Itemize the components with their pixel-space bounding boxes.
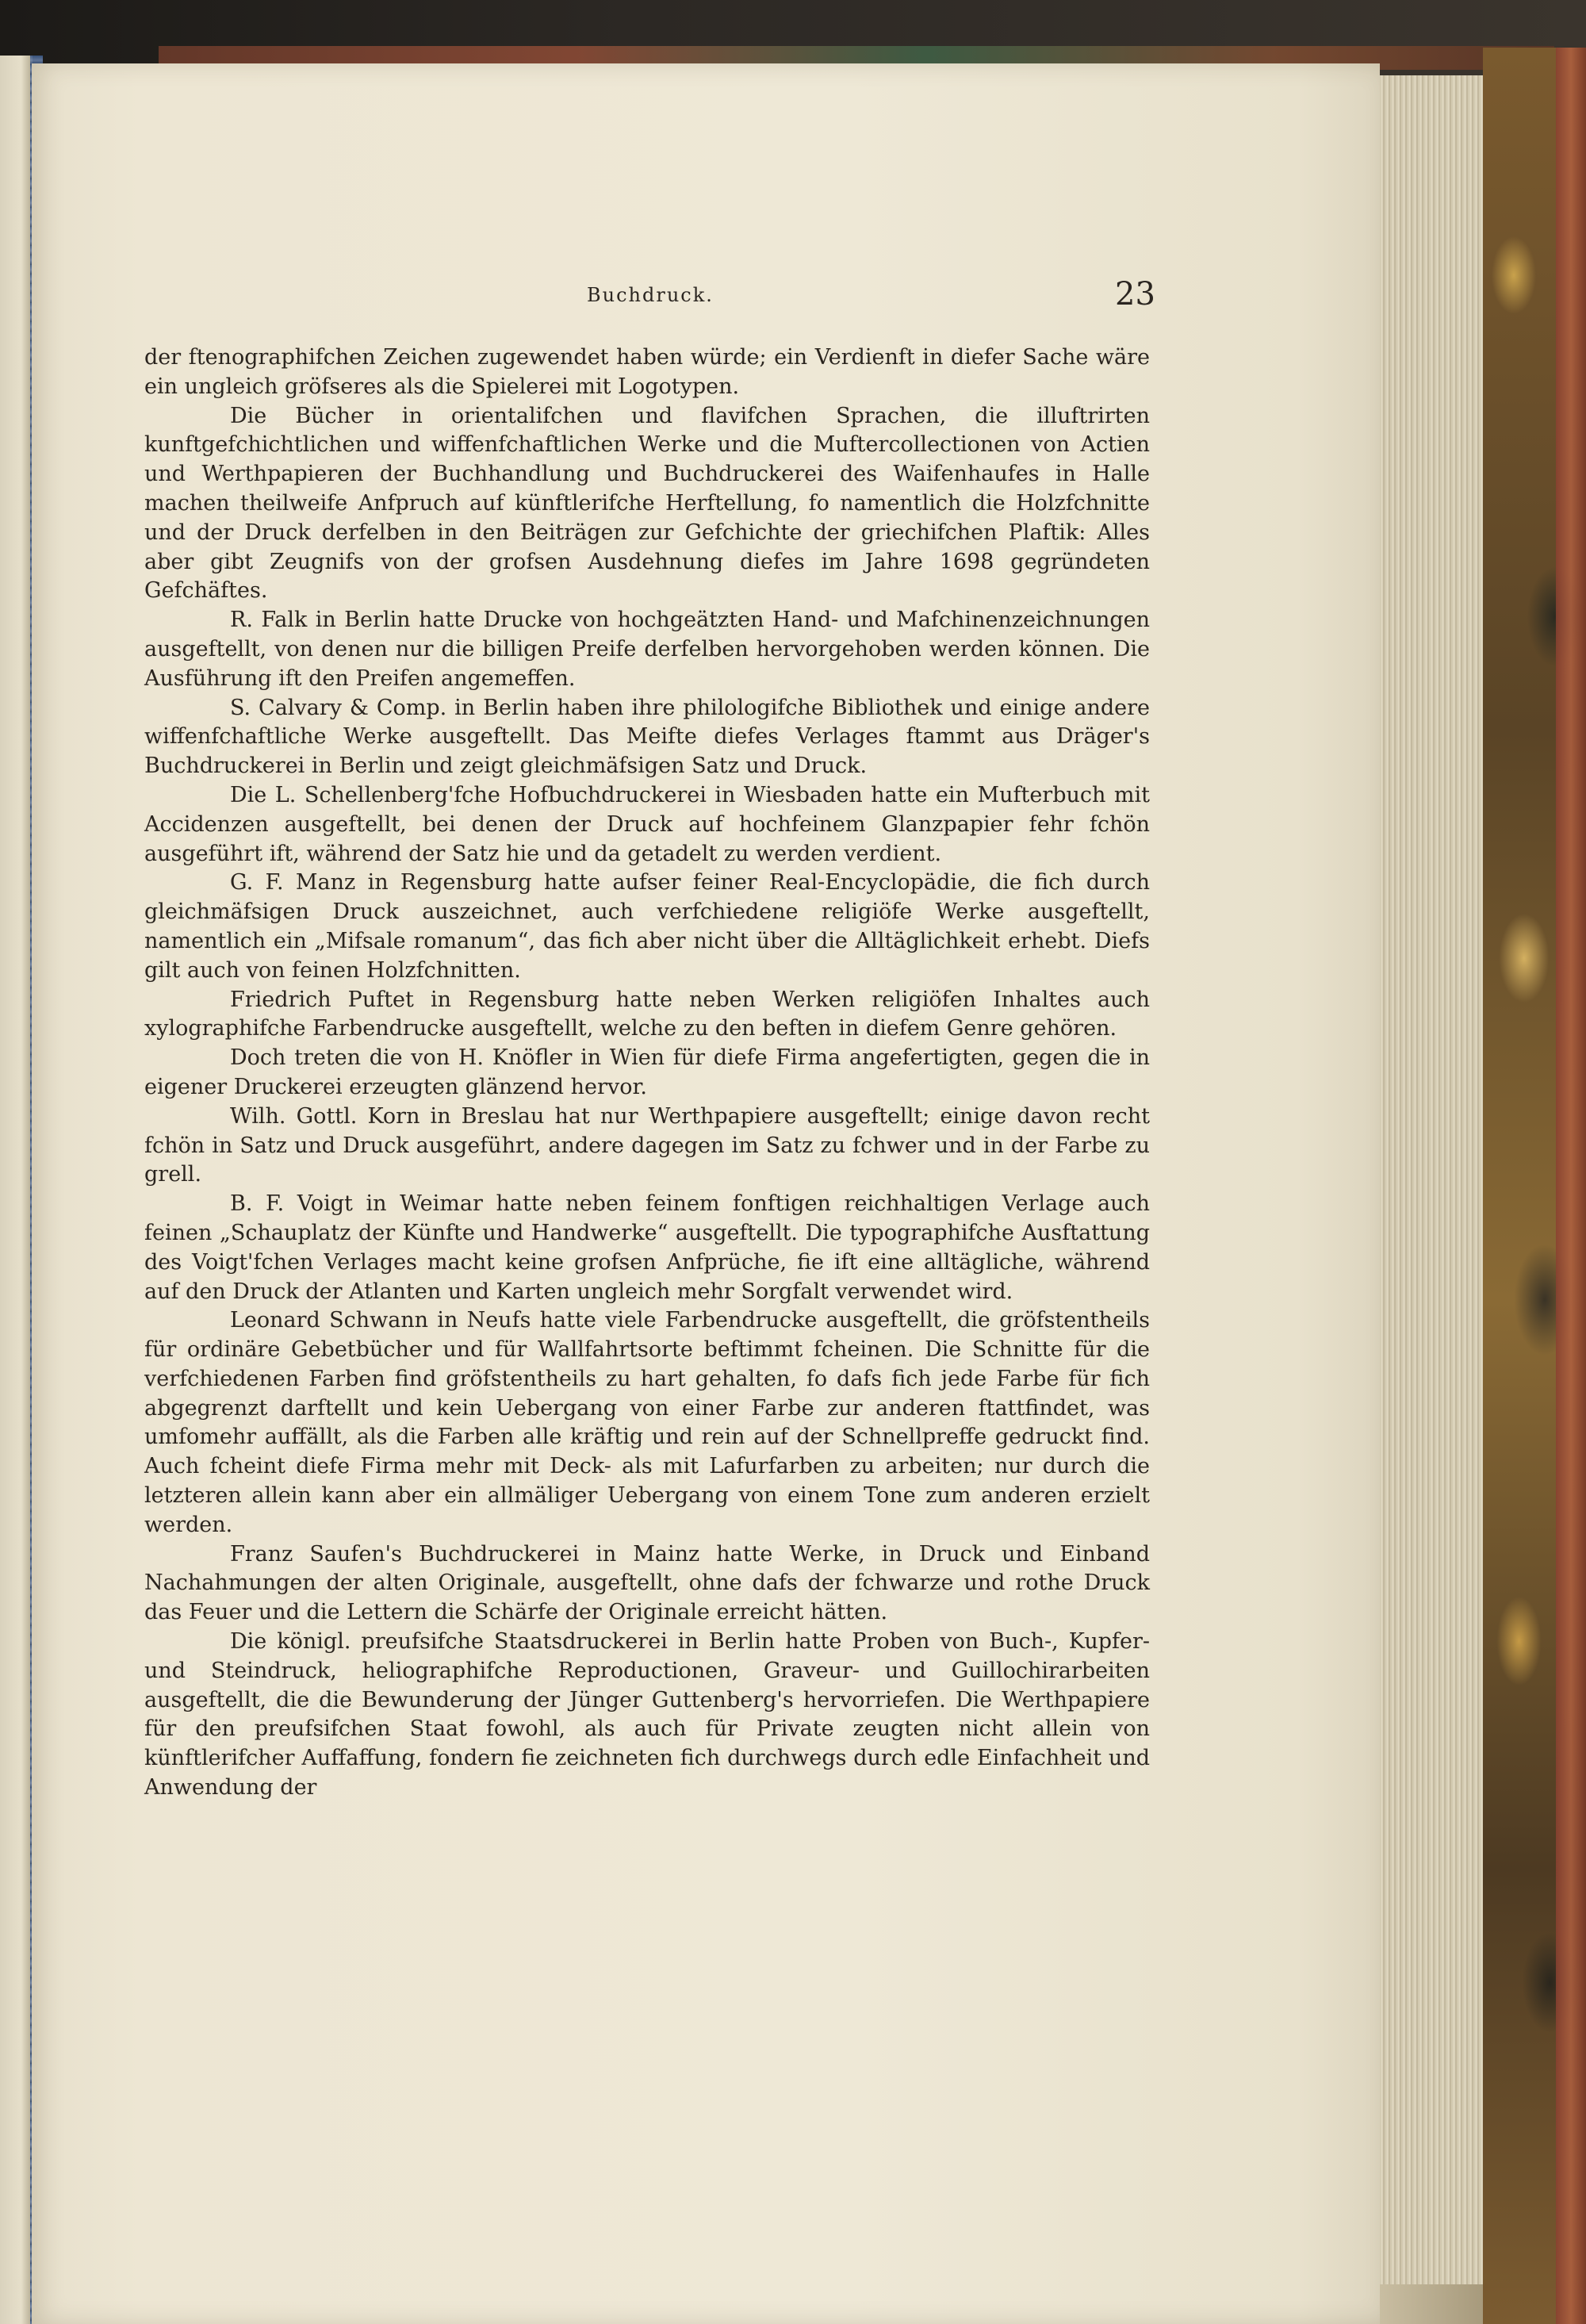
running-head: Buchdruck.	[587, 284, 714, 306]
paragraph: R. Falk in Berlin hatte Drucke von hochgeätzten Hand- und Mafchinenzeichnungen ausgeftellt, von denen nur die billigen Preife derfelben hervorgehoben werden können. Die Ausführung ift den Preifen angemeffen.	[144, 608, 1150, 691]
paragraph: Wilh. Gottl. Korn in Breslau hat nur Werthpapiere ausgeftellt; einige davon recht fchön in Satz und Druck ausgeführt, andere dagegen im Satz zu fchwer und in der Farbe zu grell.	[144, 1103, 1150, 1187]
paragraph: Die königl. preufsifche Staatsdruckerei in Berlin hatte Proben von Buch-, Kupfer- und Steindruck, heliographifche Reproductionen, Graveur- und Guillochirarbeiten ausgeftellt, die die Bewunderung der Jünger Guttenberg's hervorriefen. Die Werthpapiere für den preufsifchen Staat fowohl, als auch für Private zeugten nicht allein von künftlerifcher Auffaffung, fondern fie zeichneten fich durchwegs durch edle Einfachheit und Anwendung der	[144, 1629, 1150, 1801]
paragraph: Franz Saufen's Buchdruckerei in Mainz hatte Werke, in Druck und Einband Nachahmungen der alten Originale, ausgeftellt, ohne dafs der fchwarze und rothe Druck das Feuer und die Lettern die Schärfe der Originale erreicht hätten.	[144, 1541, 1150, 1625]
paragraph: Die Bücher in orientalifchen und flavifchen Sprachen, die illuftrirten kunftgefchichtlichen und wiffenfchaftlichen Werke und die Muftercollectionen von Actien und Werthpapieren der Buchhandlung und Buchdruckerei des Waifenhaufes in Halle machen theilweife Anfpruch auf künftlerifche Herftellung, fo namentlich die Holzfchnitte und der Druck derfelben in den Beiträgen zur Gefchichte der griechifchen Plaftik: Alles aber gibt Zeugnifs von der grofsen Ausdehnung diefes im Jahre 1698 gegründeten Gefchäftes.	[144, 403, 1150, 604]
paragraph: Friedrich Puftet in Regensburg hatte neben Werken religiöfen Inhaltes auch xylographifche Farbendrucke ausgeftellt, welche zu den beften in diefem Genre gehören.	[144, 987, 1150, 1041]
page-block-edge	[1380, 75, 1483, 2324]
page-number: 23	[1115, 276, 1155, 313]
paragraph: S. Calvary & Comp. in Berlin haben ihre philologifche Bibliothek und einige andere wiffenfchaftliche Werke ausgeftellt. Das Meifte diefes Verlages ftammt aus Dräger's Buchdruckerei in Berlin und zeigt gleichmäfsigen Satz und Druck.	[144, 695, 1150, 779]
cover-edge	[1556, 48, 1586, 2324]
body-text	[144, 343, 1150, 1803]
paragraph: B. F. Voigt in Weimar hatte neben feinem fonftigen reichhaltigen Verlage auch feinen „Schauplatz der Künfte und Handwerke“ ausgeftellt. Die typographifche Ausftattung des Voigt'fchen Verlages macht keine grofsen Anfprüche, fie ift eine alltägliche, während auf den Druck der Atlanten und Karten ungleich mehr Sorgfalt verwendet wird.	[144, 1191, 1150, 1304]
paragraph: Leonard Schwann in Neufs hatte viele Farbendrucke ausgeftellt, die gröfstentheils für ordinäre Gebetbücher und für Wallfahrtsorte beftimmt fcheinen. Die Schnitte für die verfchiedenen Farben find gröfstentheils zu hart gehalten, fo dafs fich jede Farbe für fich abgegrenzt darftellt und kein Uebergang von einer Farbe zur anderen ftattfindet, was umfomehr auffällt, als die Farben alle kräftig und rein auf der Schnellpreffe gedruckt find. Auch fcheint diefe Firma mehr mit Deck- als mit Lafurfarben zu arbeiten; nur durch die letzteren allein kann aber ein allmäliger Uebergang von einem Tone zum anderen erzielt werden.	[144, 1308, 1150, 1537]
paragraph: G. F. Manz in Regensburg hatte aufser feiner Real-Encyclopädie, die fich durch gleichmäfsigen Druck auszeichnet, auch verfchiedene religiöfe Werke ausgeftellt, namentlich ein „Mifsale romanum“, das fich aber nicht über die Alltäglichkeit erhebt. Diefs gilt auch von feinen Holzfchnitten.	[144, 870, 1150, 983]
facing-page-edge	[0, 56, 33, 2324]
paragraph: Doch treten die von H. Knöfler in Wien für diefe Firma angefertigten, gegen die in eigener Druckerei erzeugten glänzend hervor.	[144, 1045, 1150, 1099]
paragraph: Die L. Schellenberg'fche Hofbuchdruckerei in Wiesbaden hatte ein Mufterbuch mit Accidenzen ausgeftellt, bei denen der Druck auf hochfeinem Glanzpapier fehr fchön ausgeführt ift, während der Satz hie und da getadelt zu werden verdient.	[144, 782, 1150, 866]
paragraph: der ftenographifchen Zeichen zugewendet haben würde; ein Verdienft in diefer Sache wäre ein ungleich gröfseres als die Spielerei mit Logotypen.	[144, 345, 1150, 399]
page-block-bottom	[1380, 2284, 1483, 2324]
